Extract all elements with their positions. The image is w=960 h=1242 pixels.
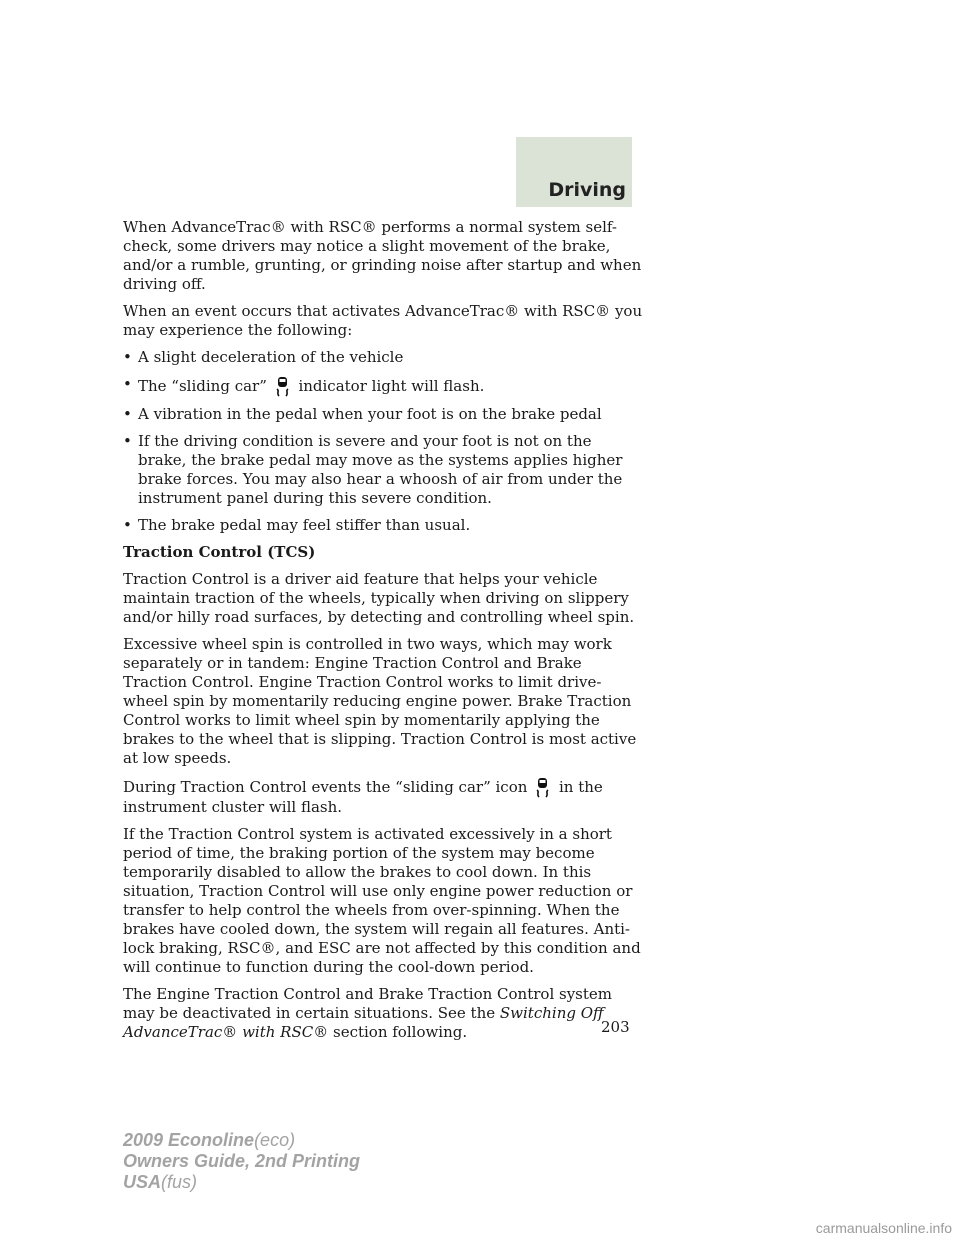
- list-item: [123, 516, 643, 535]
- bullet-symbol: •: [123, 516, 132, 534]
- page-number: 203: [601, 1018, 630, 1036]
- page-content: [123, 218, 643, 1050]
- bullet-symbol: •: [123, 348, 132, 366]
- list-item: [123, 432, 643, 508]
- list-item: [123, 375, 643, 397]
- paragraph-tcs-events: During Traction Control events the “sliding car” icon in the instrument cluster will flash.: [123, 778, 603, 816]
- paragraph-wheel-spin: Excessive wheel spin is controlled in two ways, which may work separately or in tandem: Engine Traction Control and Brake Traction Control. Engine Traction Control works to limit drive-wheel spin by momentarily reducing engine power. Brake Traction Control works to limit wheel spin by momentarily applying the brakes to the wheel that is slipping. Traction Control is most active at low speeds.: [123, 635, 637, 767]
- footer-model: 2009 Econoline: [123, 1130, 255, 1150]
- watermark: carmanualsonline.info: [815, 1220, 952, 1236]
- list-item-text: A slight deceleration of the vehicle: [138, 348, 404, 366]
- sliding-car-icon: [272, 375, 294, 397]
- paragraph-deactivation: The Engine Traction Control and Brake Traction Control system may be deactivated in certain situations. See the Switching Off AdvanceTrac® with RSC® section following.: [123, 985, 613, 1041]
- list-item-text: The “sliding car”: [138, 377, 267, 395]
- document-footer: [123, 1130, 360, 1193]
- list-item: [123, 405, 643, 424]
- paragraph-event: When an event occurs that activates AdvanceTrac® with RSC® you may experience the following:: [123, 302, 643, 339]
- paragraph-self-check: When AdvanceTrac® with RSC® performs a normal system self-check, some drivers may notice a slight movement of the brake, and/or a rumble, grunting, or grinding noise after startup and when driving off.: [123, 218, 642, 293]
- paragraph-tcs-intro: Traction Control is a driver aid feature that helps your vehicle maintain traction of the wheels, typically when driving on slippery and/or hilly road surfaces, by detecting and controlling wheel spin.: [123, 570, 635, 626]
- cross-reference: Switching Off AdvanceTrac® with RSC®: [123, 1004, 604, 1041]
- list-item-text: A vibration in the pedal when your foot is on the brake pedal: [138, 405, 602, 423]
- section-heading: Traction Control (TCS): [123, 543, 316, 561]
- footer-model-code: (eco): [254, 1130, 296, 1150]
- bullet-symbol: •: [123, 432, 132, 450]
- bullet-symbol: •: [123, 375, 132, 393]
- footer-region: USA: [123, 1172, 162, 1192]
- section-title: Driving: [548, 179, 626, 201]
- section-header: [516, 137, 632, 207]
- paragraph-excessive: If the Traction Control system is activated excessively in a short period of time, the braking portion of the system may become temporarily disabled to allow the brakes to cool down. In this situation, Traction Control will use only engine power reduction or transfer to help control the wheels from over-spinning. When the brakes have cooled down, the system will regain all features. Anti-lock braking, RSC®, and ESC are not affected by this condition and will continue to function during the cool-down period.: [123, 825, 641, 976]
- list-item: [123, 348, 643, 367]
- footer-region-code: (fus): [161, 1172, 198, 1192]
- footer-guide: Owners Guide, 2nd Printing: [123, 1151, 361, 1171]
- bullet-symbol: •: [123, 405, 132, 423]
- list-item-text: If the driving condition is severe and your foot is not on the brake, the brake pedal may move as the systems applies higher brake forces. You may also hear a whoosh of air from under the instrument panel during this severe condition.: [138, 432, 623, 507]
- list-item-text: indicator light will flash.: [298, 377, 485, 395]
- sliding-car-icon: [532, 776, 554, 798]
- list-item-text: The brake pedal may feel stiffer than usual.: [138, 516, 471, 534]
